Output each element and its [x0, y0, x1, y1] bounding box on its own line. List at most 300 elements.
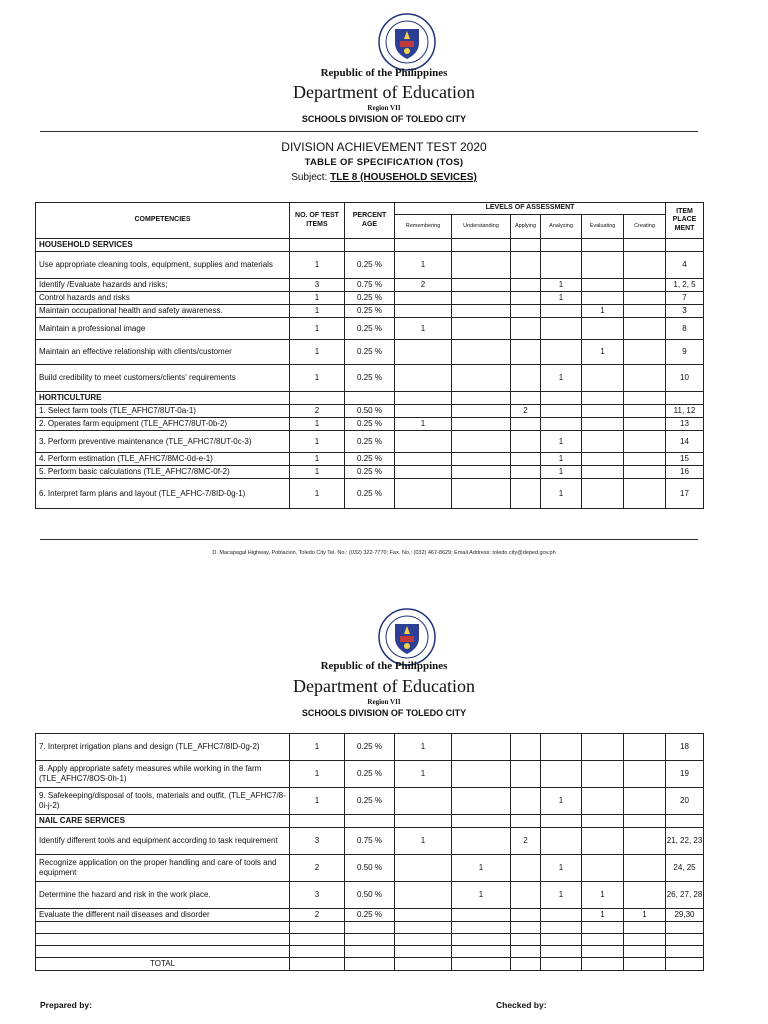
tos-title: TABLE OF SPECIFICATION (TOS) — [304, 157, 464, 168]
level-count-cell — [511, 292, 541, 305]
republic-heading: Republic of the Philippines — [320, 67, 448, 79]
section-heading: HORTICULTURE — [36, 392, 290, 405]
level-count-cell: 2 — [511, 405, 541, 418]
competency-cell: 4. Perform estimation (TLE_AFHC7/8MC-0d-e-1) — [36, 453, 290, 466]
level-count-cell — [624, 453, 666, 466]
level-count-cell — [582, 292, 624, 305]
level-count-cell — [582, 405, 624, 418]
empty-cell — [452, 815, 511, 828]
empty-cell — [290, 958, 345, 971]
competency-cell: 3. Perform preventive maintenance (TLE_AFHC7/8UT-0c-3) — [36, 431, 290, 453]
competency-cell: Evaluate the different nail diseases and disorder — [36, 909, 290, 922]
tos-table-page-1 — [35, 202, 704, 509]
level-count-cell — [582, 479, 624, 509]
percentage-cell: 0.25 % — [345, 318, 395, 340]
section-heading: NAIL CARE SERVICES — [36, 815, 290, 828]
empty-cell — [511, 922, 541, 934]
empty-cell — [582, 392, 624, 405]
level-count-cell: 1 — [582, 340, 624, 365]
empty-cell — [666, 934, 704, 946]
table-row — [36, 946, 704, 958]
level-count-cell — [511, 909, 541, 922]
test-items-cell: 1 — [290, 466, 345, 479]
percentage-cell: 0.25 % — [345, 305, 395, 318]
test-items-cell: 1 — [290, 365, 345, 392]
percentage-cell: 0.75 % — [345, 279, 395, 292]
table-row — [36, 882, 704, 909]
empty-cell — [582, 958, 624, 971]
table-row — [36, 788, 704, 815]
level-count-cell — [452, 418, 511, 431]
level-count-cell — [452, 828, 511, 855]
test-items-cell: 1 — [290, 734, 345, 761]
item-placement-cell: 18 — [666, 734, 704, 761]
level-count-cell — [541, 828, 582, 855]
level-count-cell — [395, 788, 452, 815]
table-row — [36, 934, 704, 946]
level-count-cell — [511, 318, 541, 340]
level-count-cell — [452, 788, 511, 815]
percentage-cell: 0.25 % — [345, 466, 395, 479]
page-2 — [0, 580, 768, 1024]
level-evaluating: Evaluating — [582, 215, 624, 239]
level-count-cell — [624, 279, 666, 292]
table-row — [36, 815, 704, 828]
empty-cell — [511, 934, 541, 946]
level-count-cell — [541, 318, 582, 340]
test-items-cell: 1 — [290, 340, 345, 365]
competency-cell: Identify different tools and equipment according to task requirement — [36, 828, 290, 855]
item-placement-cell: 21, 22, 23 — [666, 828, 704, 855]
item-placement-cell: 11, 12 — [666, 405, 704, 418]
levels-header: LEVELS OF ASSESSMENT — [395, 203, 666, 215]
percentage-cell: 0.25 % — [345, 788, 395, 815]
percentage-cell: 0.25 % — [345, 761, 395, 788]
level-count-cell — [511, 418, 541, 431]
empty-cell — [395, 815, 452, 828]
item-placement-cell: 7 — [666, 292, 704, 305]
level-count-cell — [452, 305, 511, 318]
table-row — [36, 909, 704, 922]
level-count-cell — [395, 292, 452, 305]
level-count-cell — [395, 431, 452, 453]
level-count-cell: 1 — [541, 466, 582, 479]
empty-cell — [345, 958, 395, 971]
checked-by-label: Checked by: — [496, 1000, 547, 1010]
empty-cell — [290, 922, 345, 934]
level-count-cell — [511, 882, 541, 909]
empty-cell — [290, 239, 345, 252]
test-items-cell: 2 — [290, 909, 345, 922]
item-placement-cell: 4 — [666, 252, 704, 279]
level-analyzing: Analyzing — [541, 215, 582, 239]
empty-cell — [290, 392, 345, 405]
level-creating: Creating — [624, 215, 666, 239]
empty-cell — [395, 392, 452, 405]
region-label: Region VII — [367, 104, 401, 112]
table-row — [36, 479, 704, 509]
level-count-cell — [582, 418, 624, 431]
level-count-cell — [395, 305, 452, 318]
level-understanding: Understanding — [452, 215, 511, 239]
item-placement-cell: 8 — [666, 318, 704, 340]
footer-address: D. Macapagal Highway, Poblacion, Toledo City Tel. No.: (032) 322-7770; Fax. No.: (032) 467-8629; Email Address: toledo.city@deped.gov.ph — [212, 550, 556, 556]
item-placement-cell: 15 — [666, 453, 704, 466]
level-count-cell — [541, 734, 582, 761]
empty-cell — [541, 815, 582, 828]
empty-cell — [666, 946, 704, 958]
item-placement-cell: 26, 27, 28 — [666, 882, 704, 909]
level-count-cell: 1 — [582, 882, 624, 909]
level-count-cell — [395, 466, 452, 479]
level-count-cell — [452, 453, 511, 466]
percentage-cell: 0.25 % — [345, 909, 395, 922]
item-placement-cell: 9 — [666, 340, 704, 365]
competency-cell: Maintain occupational health and safety awareness. — [36, 305, 290, 318]
table-row — [36, 318, 704, 340]
test-items-cell: 1 — [290, 431, 345, 453]
table-row — [36, 252, 704, 279]
empty-cell — [511, 815, 541, 828]
empty-cell — [452, 934, 511, 946]
table-row — [36, 418, 704, 431]
empty-cell — [345, 922, 395, 934]
level-count-cell — [624, 431, 666, 453]
level-count-cell — [452, 466, 511, 479]
competency-cell: Build credibility to meet customers/clients' requirements — [36, 365, 290, 392]
item-placement-cell: 3 — [666, 305, 704, 318]
percentage-cell: 0.25 % — [345, 292, 395, 305]
empty-cell — [452, 958, 511, 971]
table-row — [36, 239, 704, 252]
percentage-cell: 0.25 % — [345, 479, 395, 509]
level-count-cell — [511, 431, 541, 453]
empty-cell — [582, 815, 624, 828]
footer-rule — [40, 539, 698, 540]
test-items-cell: 2 — [290, 405, 345, 418]
percentage-cell: 0.25 % — [345, 252, 395, 279]
empty-cell — [36, 922, 290, 934]
level-count-cell — [511, 855, 541, 882]
level-count-cell — [624, 882, 666, 909]
table-row — [36, 292, 704, 305]
test-items-cell: 1 — [290, 292, 345, 305]
level-count-cell — [395, 340, 452, 365]
table-row — [36, 305, 704, 318]
level-count-cell: 1 — [541, 279, 582, 292]
level-count-cell — [541, 909, 582, 922]
level-count-cell — [624, 405, 666, 418]
level-count-cell: 1 — [541, 453, 582, 466]
republic-heading: Republic of the Philippines — [320, 660, 448, 672]
section-heading: HOUSEHOLD SERVICES — [36, 239, 290, 252]
competency-cell: 8. Apply appropriate safety measures while working in the farm (TLE_AFHC7/8OS-0h-1) — [36, 761, 290, 788]
level-count-cell — [395, 365, 452, 392]
percentage-cell: 0.25 % — [345, 453, 395, 466]
level-count-cell — [541, 418, 582, 431]
level-count-cell — [395, 882, 452, 909]
level-count-cell: 1 — [395, 318, 452, 340]
level-count-cell: 1 — [452, 855, 511, 882]
table-row — [36, 922, 704, 934]
level-count-cell — [582, 279, 624, 292]
percentage-cell: 0.50 % — [345, 855, 395, 882]
item-placement-cell: 16 — [666, 466, 704, 479]
level-count-cell — [541, 340, 582, 365]
level-count-cell: 1 — [541, 855, 582, 882]
level-count-cell — [511, 279, 541, 292]
level-count-cell — [582, 761, 624, 788]
prepared-by-label: Prepared by: — [40, 1000, 92, 1010]
level-count-cell — [624, 340, 666, 365]
empty-cell — [666, 922, 704, 934]
level-count-cell — [511, 761, 541, 788]
empty-cell — [624, 934, 666, 946]
table-row — [36, 365, 704, 392]
level-count-cell: 1 — [624, 909, 666, 922]
table-row — [36, 828, 704, 855]
empty-cell — [582, 946, 624, 958]
level-count-cell — [511, 305, 541, 318]
test-items-cell: 1 — [290, 761, 345, 788]
empty-cell — [452, 946, 511, 958]
test-items-cell: 2 — [290, 855, 345, 882]
test-items-cell: 1 — [290, 479, 345, 509]
level-count-cell: 1 — [395, 761, 452, 788]
empty-cell — [624, 958, 666, 971]
test-title: DIVISION ACHIEVEMENT TEST 2020 — [281, 140, 487, 154]
level-count-cell — [624, 734, 666, 761]
empty-cell — [345, 815, 395, 828]
competency-cell: Control hazards and risks — [36, 292, 290, 305]
level-count-cell — [624, 365, 666, 392]
level-count-cell — [541, 405, 582, 418]
level-count-cell — [624, 318, 666, 340]
empty-cell — [511, 958, 541, 971]
percentage-cell: 0.25 % — [345, 340, 395, 365]
table-row — [36, 466, 704, 479]
item-placement-cell: 19 — [666, 761, 704, 788]
percentage-cell: 0.25 % — [345, 365, 395, 392]
level-count-cell — [452, 279, 511, 292]
empty-cell — [541, 934, 582, 946]
level-count-cell — [624, 292, 666, 305]
empty-cell — [452, 392, 511, 405]
competency-cell: 5. Perform basic calculations (TLE_AFHC7/8MC-0f-2) — [36, 466, 290, 479]
level-applying: Applying — [511, 215, 541, 239]
level-count-cell — [452, 340, 511, 365]
empty-cell — [624, 946, 666, 958]
level-count-cell — [511, 453, 541, 466]
level-count-cell: 1 — [541, 431, 582, 453]
test-items-cell: 3 — [290, 882, 345, 909]
table-row — [36, 761, 704, 788]
empty-cell — [666, 392, 704, 405]
empty-cell — [290, 815, 345, 828]
item-placement-cell: 1, 2, 5 — [666, 279, 704, 292]
empty-cell — [511, 392, 541, 405]
level-count-cell — [582, 365, 624, 392]
level-count-cell: 1 — [582, 909, 624, 922]
competency-cell: Maintain an effective relationship with clients/customer — [36, 340, 290, 365]
table-row — [36, 279, 704, 292]
empty-cell — [624, 392, 666, 405]
empty-cell — [666, 958, 704, 971]
level-count-cell — [624, 761, 666, 788]
table-row — [36, 340, 704, 365]
level-count-cell: 2 — [395, 279, 452, 292]
test-items-cell: 3 — [290, 279, 345, 292]
level-count-cell — [582, 855, 624, 882]
placement-header: ITEM PLACE MENT — [666, 203, 704, 239]
test-items-cell: 1 — [290, 788, 345, 815]
level-count-cell — [511, 788, 541, 815]
competency-cell: Recognize application on the proper handling and care of tools and equipment — [36, 855, 290, 882]
level-count-cell: 1 — [395, 828, 452, 855]
empty-cell — [395, 946, 452, 958]
empty-cell — [290, 946, 345, 958]
empty-cell — [345, 392, 395, 405]
level-count-cell — [511, 734, 541, 761]
test-items-cell: 1 — [290, 305, 345, 318]
table-row — [36, 392, 704, 405]
level-count-cell — [541, 305, 582, 318]
level-count-cell: 1 — [582, 305, 624, 318]
empty-cell — [395, 934, 452, 946]
level-count-cell — [395, 855, 452, 882]
level-count-cell: 1 — [541, 365, 582, 392]
empty-cell — [624, 922, 666, 934]
level-count-cell — [582, 788, 624, 815]
region-label: Region VII — [367, 698, 401, 706]
level-count-cell — [582, 828, 624, 855]
table-row — [36, 958, 704, 971]
level-count-cell — [624, 479, 666, 509]
level-count-cell — [624, 466, 666, 479]
department-heading: Department of Education — [293, 676, 475, 696]
empty-cell — [395, 922, 452, 934]
empty-cell — [666, 239, 704, 252]
empty-cell — [395, 239, 452, 252]
level-count-cell — [624, 305, 666, 318]
percentage-header: PERCENT AGE — [345, 203, 395, 239]
level-count-cell: 1 — [541, 479, 582, 509]
level-count-cell — [624, 855, 666, 882]
tos-table-page-2 — [35, 733, 704, 971]
empty-cell — [541, 392, 582, 405]
competency-cell: Maintain a professional image — [36, 318, 290, 340]
item-placement-cell: 20 — [666, 788, 704, 815]
item-placement-cell: 10 — [666, 365, 704, 392]
test-items-header: NO. OF TEST ITEMS — [290, 203, 345, 239]
level-count-cell — [452, 365, 511, 392]
competency-cell: 7. Interpret irrigation plans and design (TLE_AFHC7/8ID-0g-2) — [36, 734, 290, 761]
competency-cell: 9. Safekeeping/disposal of tools, materials and outfit. (TLE_AFHC7/8-0i-j-2) — [36, 788, 290, 815]
percentage-cell: 0.25 % — [345, 431, 395, 453]
percentage-cell: 0.25 % — [345, 418, 395, 431]
empty-cell — [345, 934, 395, 946]
empty-cell — [511, 239, 541, 252]
deped-seal-icon — [378, 608, 436, 666]
table-row — [36, 734, 704, 761]
percentage-cell: 0.50 % — [345, 882, 395, 909]
level-count-cell: 1 — [541, 882, 582, 909]
level-count-cell — [452, 431, 511, 453]
empty-cell — [541, 239, 582, 252]
empty-cell — [541, 946, 582, 958]
level-count-cell — [452, 252, 511, 279]
level-count-cell — [624, 418, 666, 431]
empty-cell — [541, 958, 582, 971]
test-items-cell: 1 — [290, 318, 345, 340]
level-count-cell: 1 — [395, 418, 452, 431]
empty-cell — [624, 239, 666, 252]
header-rule — [40, 131, 698, 132]
empty-cell — [36, 946, 290, 958]
empty-cell — [345, 239, 395, 252]
level-count-cell — [511, 340, 541, 365]
competency-cell: Determine the hazard and risk in the work place. — [36, 882, 290, 909]
level-count-cell — [624, 788, 666, 815]
empty-cell — [582, 239, 624, 252]
empty-cell — [395, 958, 452, 971]
level-count-cell — [582, 734, 624, 761]
level-count-cell — [452, 318, 511, 340]
level-count-cell: 1 — [541, 292, 582, 305]
competency-cell: 2. Operates farm equipment (TLE_AFHC7/8UT-0b-2) — [36, 418, 290, 431]
empty-cell — [582, 922, 624, 934]
level-count-cell — [582, 318, 624, 340]
empty-cell — [36, 934, 290, 946]
empty-cell — [452, 922, 511, 934]
item-placement-cell: 17 — [666, 479, 704, 509]
level-count-cell — [582, 453, 624, 466]
division-label: SCHOOLS DIVISION OF TOLEDO CITY — [301, 708, 467, 718]
empty-cell — [582, 934, 624, 946]
level-count-cell — [395, 453, 452, 466]
level-count-cell — [452, 292, 511, 305]
level-count-cell: 1 — [395, 734, 452, 761]
level-count-cell — [395, 479, 452, 509]
empty-cell — [666, 815, 704, 828]
level-count-cell — [511, 365, 541, 392]
empty-cell — [290, 934, 345, 946]
level-count-cell — [511, 252, 541, 279]
percentage-cell: 0.75 % — [345, 828, 395, 855]
item-placement-cell: 29,30 — [666, 909, 704, 922]
empty-cell — [345, 946, 395, 958]
subject-line: Subject: TLE 8 (HOUSEHOLD SEVICES) — [291, 172, 477, 183]
item-placement-cell: 14 — [666, 431, 704, 453]
level-count-cell: 1 — [541, 788, 582, 815]
level-count-cell: 2 — [511, 828, 541, 855]
percentage-cell: 0.25 % — [345, 734, 395, 761]
level-count-cell — [624, 828, 666, 855]
level-count-cell — [511, 466, 541, 479]
level-count-cell — [452, 909, 511, 922]
total-label: TOTAL — [36, 958, 290, 971]
level-remembering: Remembering — [395, 215, 452, 239]
level-count-cell — [452, 405, 511, 418]
test-items-cell: 3 — [290, 828, 345, 855]
table-row — [36, 453, 704, 466]
empty-cell — [511, 946, 541, 958]
level-count-cell — [582, 252, 624, 279]
level-count-cell — [511, 479, 541, 509]
department-heading: Department of Education — [293, 82, 475, 102]
table-row — [36, 855, 704, 882]
level-count-cell: 1 — [452, 882, 511, 909]
